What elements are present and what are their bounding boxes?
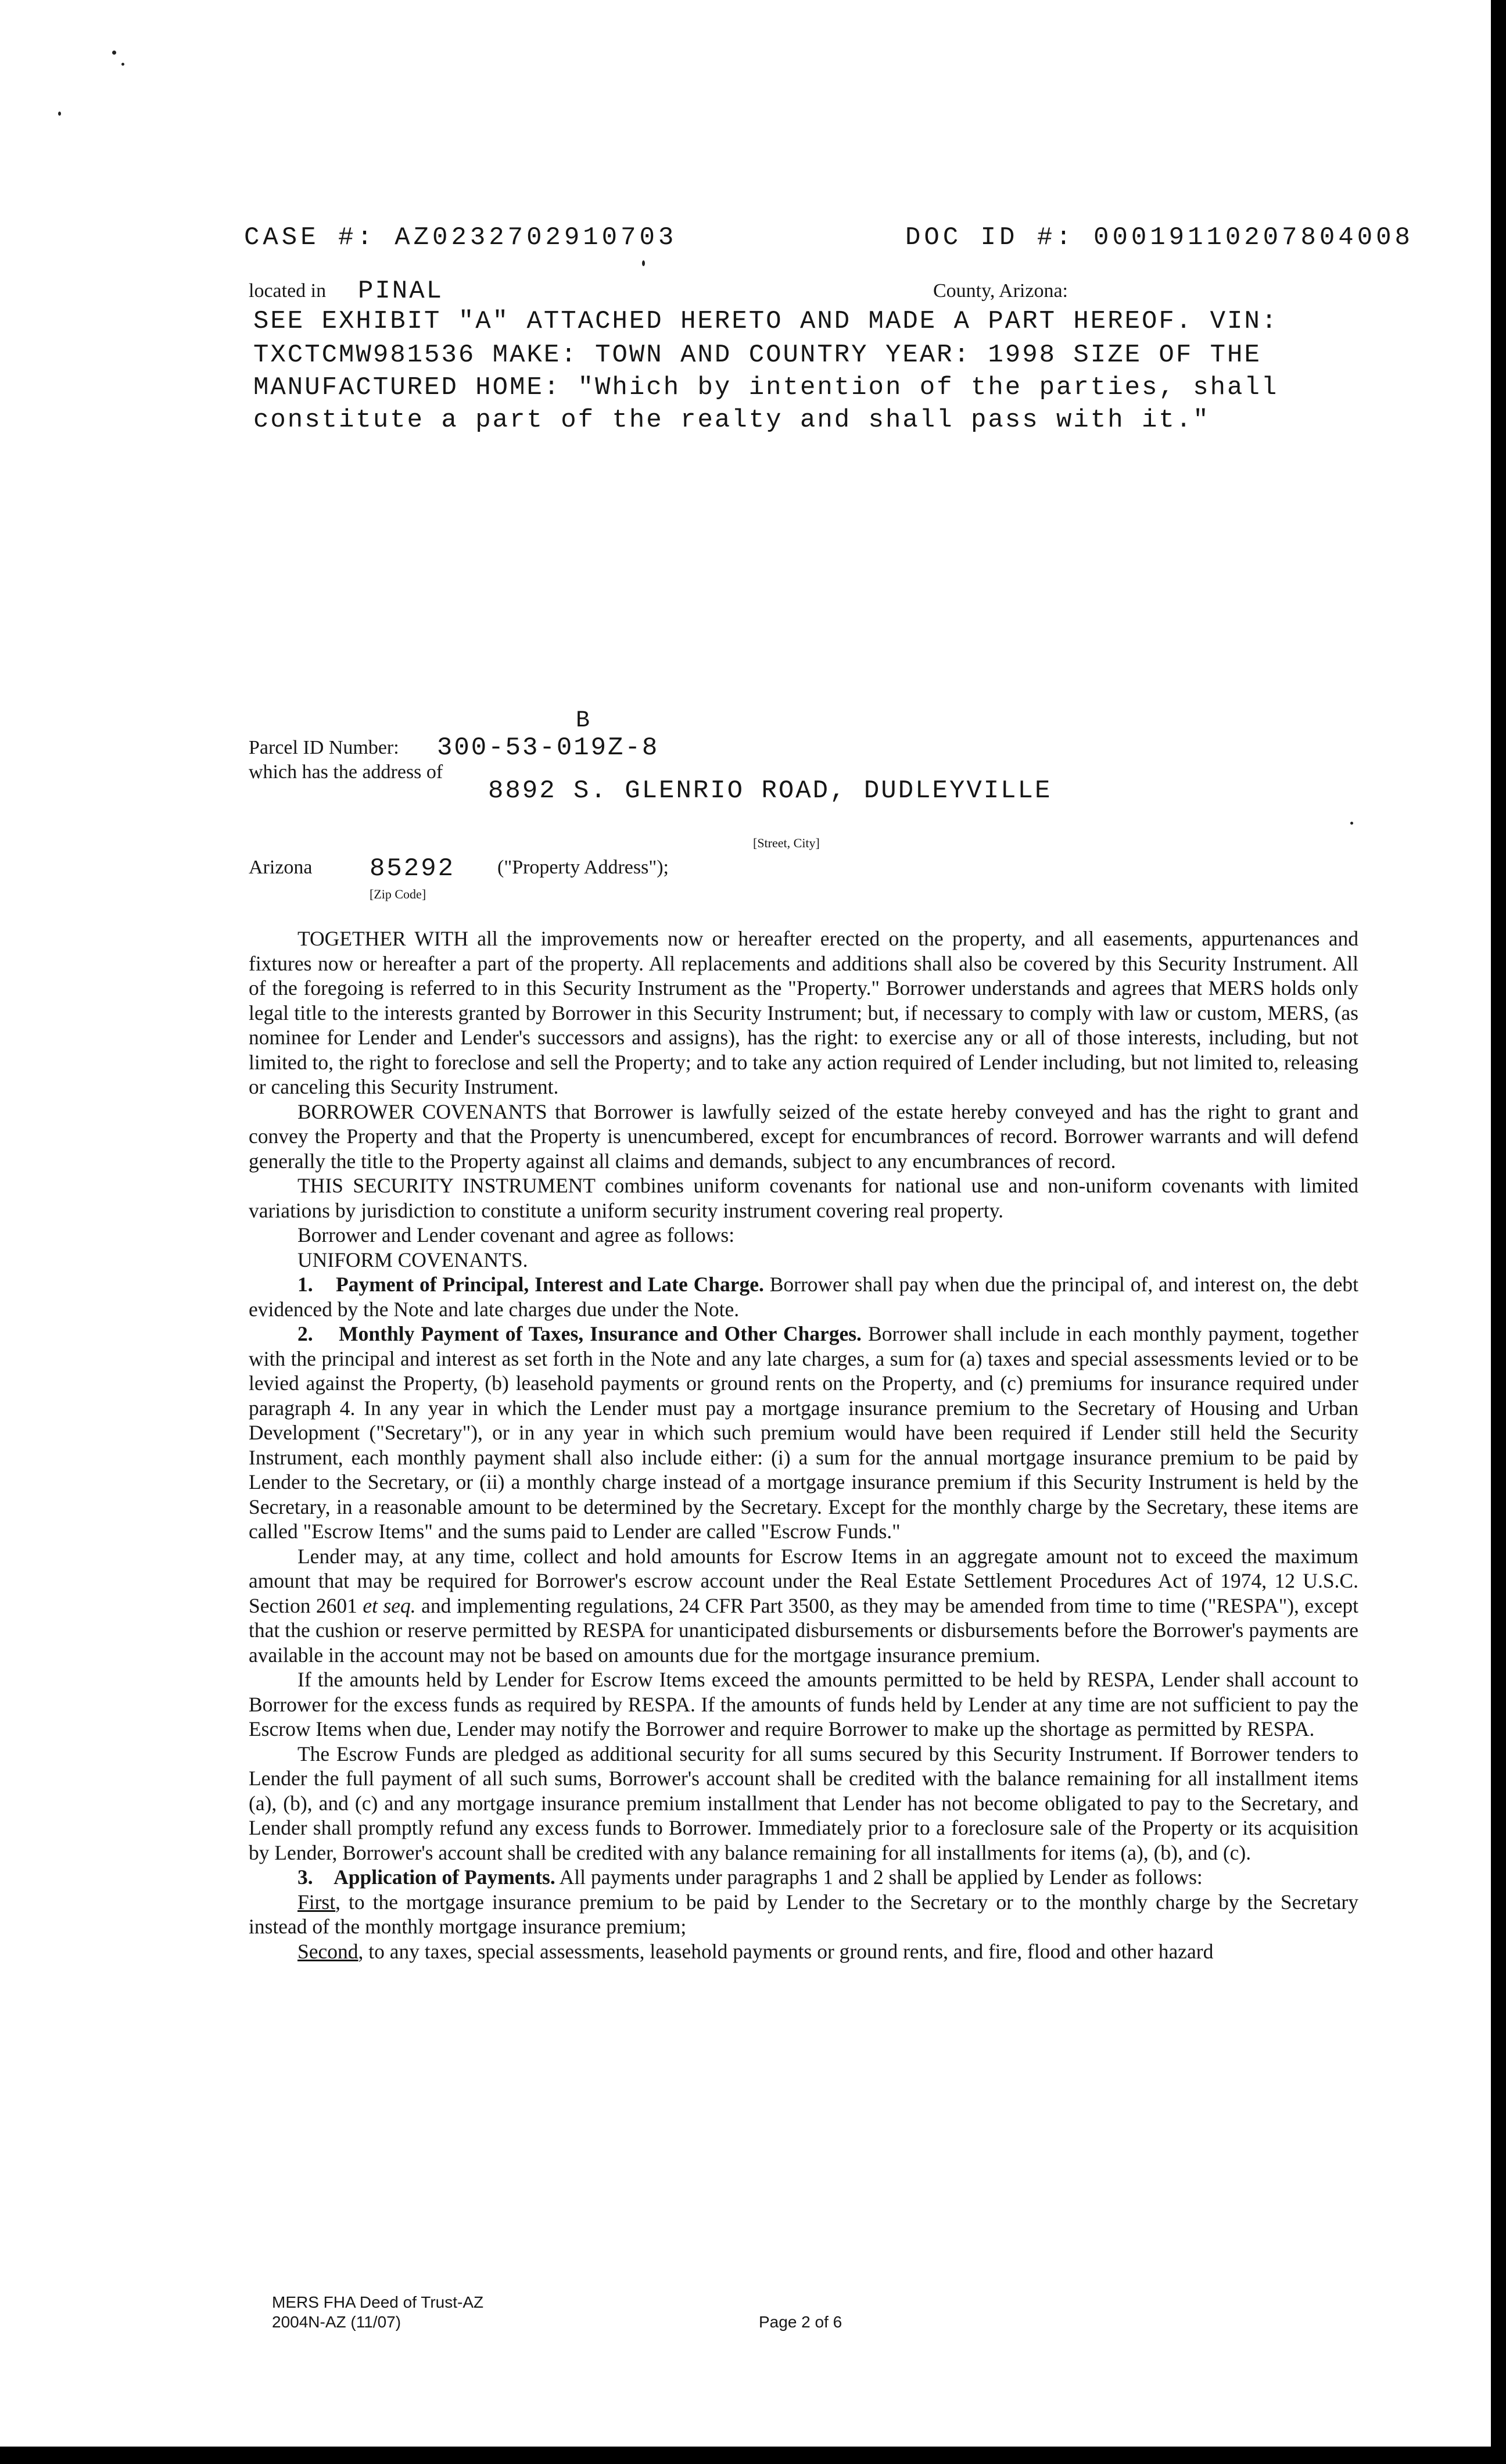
scan-speck bbox=[121, 63, 124, 66]
escrow-excess-paragraph: If the amounts held by Lender for Escrow Items exceed the amounts permitted to be held by RESPA, Lender shall account to Borrower for the excess funds as required by RESPA. If the amounts of funds held by Lender at any time are not sufficient to pay the Escrow Items when due, Lender may notify the Borrower and require Borrower to make up the shortage as permitted by RESPA. bbox=[249, 1668, 1358, 1740]
parcel-id-label: Parcel ID Number: bbox=[249, 737, 399, 758]
state-value: Arizona bbox=[249, 857, 313, 878]
escrow-amount-text-a: Lender may, at any time, collect and hold amounts for Escrow Items in an aggregate amount not to exceed the maximum amount that may be required for Borrower's escrow account under the Real Estate Settlement Procedures Act of 1974, 12 U.S.C. Section 2601 bbox=[249, 1544, 1358, 1617]
escrow-pledge-paragraph: The Escrow Funds are pledged as additional security for all sums secured by this Security Instrument. If Borrower tenders to Lender the full payment of all such sums, Borrower's account shall be credited with the balance remaining for all installment items (a), (b), and (c) and any mortgage insurance premium installment that Lender has not become obligated to pay to the Secretary, and Lender shall promptly refund any excess funds to Borrower. Immediately prior to a foreclosure sale of the Property or its acquisition by Lender, Borrower's account shall be credited with any balance remaining for all installments for items (a), (b), and (c). bbox=[249, 1742, 1358, 1864]
covenant-3-text: All payments under paragraphs 1 and 2 shall be applied by Lender as follows: bbox=[559, 1865, 1203, 1889]
street-city-caption: [Street, City] bbox=[753, 836, 820, 850]
address-label: which has the address of bbox=[249, 761, 443, 783]
scan-speck bbox=[58, 112, 61, 116]
security-instrument-paragraph: THIS SECURITY INSTRUMENT combines uniform covenants for national use and non-uniform covenants with limited variations by jurisdiction to constitute a uniform security instrument covering real property. bbox=[249, 1174, 1358, 1222]
scan-speck bbox=[1350, 822, 1353, 825]
covenant-3-heading: Application of Payments. bbox=[334, 1865, 555, 1889]
covenant-1-number: 1. bbox=[297, 1273, 313, 1296]
borrower-covenants-paragraph: BORROWER COVENANTS that Borrower is lawfully seized of the estate hereby conveyed and has the right to grant and convey the Property and that the Property is unencumbered, except for encumbrances of record. Borrower warrants and will defend generally the title to the Property against all claims and demands, subject to any encumbrances of record. bbox=[249, 1100, 1358, 1173]
zip-value: 85292 bbox=[370, 854, 456, 883]
legal-description-line: TXCTCMW981536 MAKE: TOWN AND COUNTRY YEAR: 1998 SIZE OF THE bbox=[253, 341, 1261, 370]
first-text: , to the mortgage insurance premium to be paid by Lender to the Secretary or to the monthly charge by the Secretary instead of the monthly mortgage insurance premium; bbox=[249, 1890, 1358, 1938]
covenant-1-text: Borrower shall pay when due the principal of, and interest on, the debt evidenced by the Note and late charges due under the Note. bbox=[249, 1273, 1359, 1321]
covenant-2-paragraph bbox=[249, 1321, 1358, 1544]
second-application-paragraph bbox=[249, 1939, 1358, 1964]
zip-caption: [Zip Code] bbox=[370, 887, 426, 901]
first-application-paragraph bbox=[249, 1890, 1358, 1939]
covenant-2-heading: Monthly Payment of Taxes, Insurance and Other Charges. bbox=[339, 1322, 862, 1345]
parcel-correction-mark: B bbox=[576, 708, 590, 734]
second-label: Second bbox=[297, 1939, 358, 1963]
uniform-covenants-heading: UNIFORM COVENANTS. bbox=[297, 1248, 528, 1272]
et-seq-italic: et seq. bbox=[363, 1593, 416, 1617]
escrow-amount-paragraph bbox=[249, 1544, 1358, 1668]
footer-page-number: Page 2 of 6 bbox=[759, 2313, 842, 2331]
covenant-2-number: 2. bbox=[297, 1322, 313, 1345]
covenant-2-text: Borrower shall include in each monthly payment, together with the principal and interest as set forth in the Note and any late charges, a sum for (a) taxes and special assessments levied or to be levied against the Property, (b) leasehold payments or ground rents on the Property, and (c) premiums for insurance required under paragraph 4. In any year in which the Lender must pay a mortgage insurance premium to the Secretary of Housing and Urban Development ("Secretary"), or in any year in which such premium would have been required if Lender still held the Security Instrument, each monthly payment shall also include either: (i) a sum for the annual mortgage insurance premium to be paid by Lender to the Secretary, or (ii) a monthly charge instead of a mortgage insurance premium if this Security Instrument is held by the Secretary, in a reasonable amount to be determined by the Secretary. Except for the monthly charge by the Secretary, these items are called "Escrow Items" and the sums paid to Lender are called "Escrow Funds." bbox=[249, 1322, 1358, 1543]
escrow-amount-text-b: and implementing regulations, 24 CFR Part 3500, as they may be amended from time to time ("RESPA"), except that the cushion or reserve permitted by RESPA for unanticipated disbursements or disbursements before the Borrower's payments are available in the account may not be based on amounts due for the mortgage insurance premium. bbox=[249, 1593, 1359, 1667]
covenant-1-paragraph bbox=[249, 1272, 1358, 1321]
located-in-label: located in bbox=[249, 280, 327, 302]
parcel-id-value: 300-53-019Z-8 bbox=[437, 733, 659, 762]
second-text: , to any taxes, special assessments, leasehold payments or ground rents, and fire, flood and other hazard bbox=[358, 1939, 1214, 1963]
covenant-3-paragraph bbox=[249, 1865, 1358, 1890]
covenants-body bbox=[249, 926, 1358, 1964]
footer-form-name: MERS FHA Deed of Trust-AZ bbox=[272, 2293, 484, 2311]
scan-speck bbox=[642, 260, 645, 266]
covenant-1-heading: Payment of Principal, Interest and Late Charge. bbox=[336, 1273, 764, 1296]
county-value: PINAL bbox=[358, 277, 444, 306]
doc-id: DOC ID #: 00019110207804008 bbox=[905, 223, 1414, 252]
covenant-3-number: 3. bbox=[297, 1865, 313, 1889]
legal-description-line: constitute a part of the realty and shall pass with it." bbox=[253, 406, 1210, 435]
county-label: County, Arizona: bbox=[933, 280, 1068, 302]
legal-description-line: SEE EXHIBIT "A" ATTACHED HERETO AND MADE A PART HEREOF. VIN: bbox=[253, 307, 1279, 336]
footer-form-code: 2004N-AZ (11/07) bbox=[272, 2313, 401, 2331]
scan-speck bbox=[112, 51, 116, 55]
together-with-paragraph: TOGETHER WITH all the improvements now or hereafter erected on the property, and all easements, appurtenances and fixtures now or hereafter a part of the property. All replacements and additions shall also be covered by this Security Instrument. All of the foregoing is referred to in this Security Instrument as the "Property." Borrower understands and agrees that MERS holds only legal title to the interests granted by Borrower in this Security Instrument; but, if necessary to comply with law or custom, MERS, (as nominee for Lender and Lender's successors and assigns), has the right: to exercise any or all of those interests, including, but not limited to, the right to foreclose and sell the Property; and to take any action required of Lender including, but not limited to, releasing or canceling this Security Instrument. bbox=[249, 927, 1358, 1098]
street-city-value: 8892 S. GLENRIO ROAD, DUDLEYVILLE bbox=[488, 776, 1052, 805]
legal-description-line: MANUFACTURED HOME: "Which by intention of the parties, shall bbox=[253, 373, 1279, 402]
first-label: First bbox=[297, 1890, 336, 1914]
covenant-agreement-line: Borrower and Lender covenant and agree as follows: bbox=[297, 1223, 735, 1247]
property-address-label: ("Property Address"); bbox=[497, 857, 669, 878]
case-number: CASE #: AZ0232702910703 bbox=[244, 223, 677, 252]
